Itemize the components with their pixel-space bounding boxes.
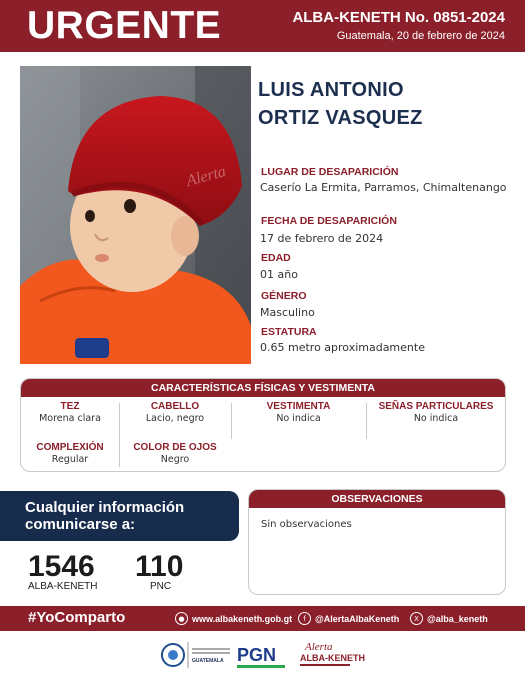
contact-banner — [0, 491, 239, 541]
alba-keneth-text: ALBA-KENETH — [300, 653, 365, 663]
website-link[interactable] — [175, 606, 292, 631]
person-name — [258, 76, 423, 132]
cell-tez — [21, 401, 119, 424]
x-text: @alba_keneth — [427, 613, 488, 624]
phone-alba-keneth[interactable]: 1546 — [28, 550, 95, 583]
complexion-value: Regular — [51, 454, 89, 465]
contact-text — [25, 499, 184, 533]
missing-person-photo — [20, 66, 251, 364]
facebook-text: @AlertaAlbaKeneth — [315, 613, 400, 624]
phone-pnc-label: PNC — [150, 581, 172, 592]
globe-icon: ● — [175, 612, 188, 625]
vestimenta-value: No indica — [276, 413, 321, 424]
guatemala-government-logo — [162, 642, 230, 668]
x-icon: X — [410, 612, 423, 625]
pgn-text: PGN — [237, 645, 277, 665]
cabello-value: Lacio, negro — [145, 413, 205, 424]
alert-code: ALBA-KENETH No. 0851-2024 — [292, 9, 505, 26]
website-text: www.albakeneth.gob.gt — [192, 613, 293, 624]
facebook-link[interactable] — [298, 606, 399, 631]
cabello-label: CABELLO — [150, 401, 200, 412]
value-edad: 01 año — [260, 268, 298, 281]
tez-value: Morena clara — [39, 413, 101, 424]
label-lugar: LUGAR DE DESAPARICIÓN — [261, 166, 399, 178]
svg-text:Alerta: Alerta — [184, 163, 228, 190]
value-genero: Masculino — [260, 306, 315, 319]
value-lugar: Caserío La Ermita, Parramos, Chimaltenango — [260, 181, 507, 194]
value-estatura: 0.65 metro aproximadamente — [260, 341, 425, 354]
alert-date: Guatemala, 20 de febrero de 2024 — [336, 30, 505, 42]
cell-ojos — [119, 442, 231, 465]
name-line-1: LUIS ANTONIO — [258, 79, 404, 101]
header-bar — [0, 0, 525, 52]
label-genero: GÉNERO — [261, 290, 307, 302]
ojos-label: COLOR DE OJOS — [133, 442, 217, 453]
label-estatura: ESTATURA — [261, 326, 317, 338]
guatemala-text: GUATEMALA — [192, 658, 224, 664]
alerta-alba-keneth-logo — [300, 641, 365, 666]
urgent-title: URGENTE — [27, 4, 222, 47]
contact-line-2: comunicarse a: — [25, 516, 136, 533]
vestimenta-label: VESTIMENTA — [266, 401, 331, 412]
senas-label: SEÑAS PARTICULARES — [378, 401, 494, 412]
cell-senas — [366, 401, 506, 424]
observations-text: Sin observaciones — [261, 519, 352, 530]
name-line-2: ORTIZ VASQUEZ — [258, 107, 423, 129]
phone-alba-keneth-label: ALBA-KENETH — [28, 581, 98, 592]
label-edad: EDAD — [261, 252, 291, 264]
phone-pnc[interactable]: 110 — [135, 550, 184, 583]
alerta-text: Alerta — [305, 641, 333, 653]
characteristics-panel — [20, 378, 506, 472]
ojos-value: Negro — [160, 454, 190, 465]
tez-label: TEZ — [60, 401, 80, 412]
cell-cabello — [119, 401, 231, 424]
institution-logos — [0, 636, 525, 679]
label-fecha: FECHA DE DESAPARICIÓN — [261, 215, 397, 227]
cell-complexion — [21, 442, 119, 465]
hashtag: #YoComparto — [28, 609, 126, 626]
child-photo-illustration — [20, 66, 251, 364]
observations-panel — [248, 489, 506, 595]
footer-bar — [0, 606, 525, 631]
observations-title: OBSERVACIONES — [249, 490, 505, 508]
pgn-logo — [237, 645, 285, 668]
characteristics-title: CARACTERÍSTICAS FÍSICAS Y VESTIMENTA — [21, 379, 505, 397]
complexion-label: COMPLEXIÓN — [36, 442, 104, 453]
cell-vestimenta — [231, 401, 366, 424]
senas-value: No indica — [413, 413, 459, 424]
logos-row — [0, 636, 525, 679]
value-fecha: 17 de febrero de 2024 — [260, 232, 384, 245]
x-link[interactable] — [410, 606, 488, 631]
facebook-icon: f — [298, 612, 311, 625]
contact-line-1: Cualquier información — [25, 499, 185, 516]
